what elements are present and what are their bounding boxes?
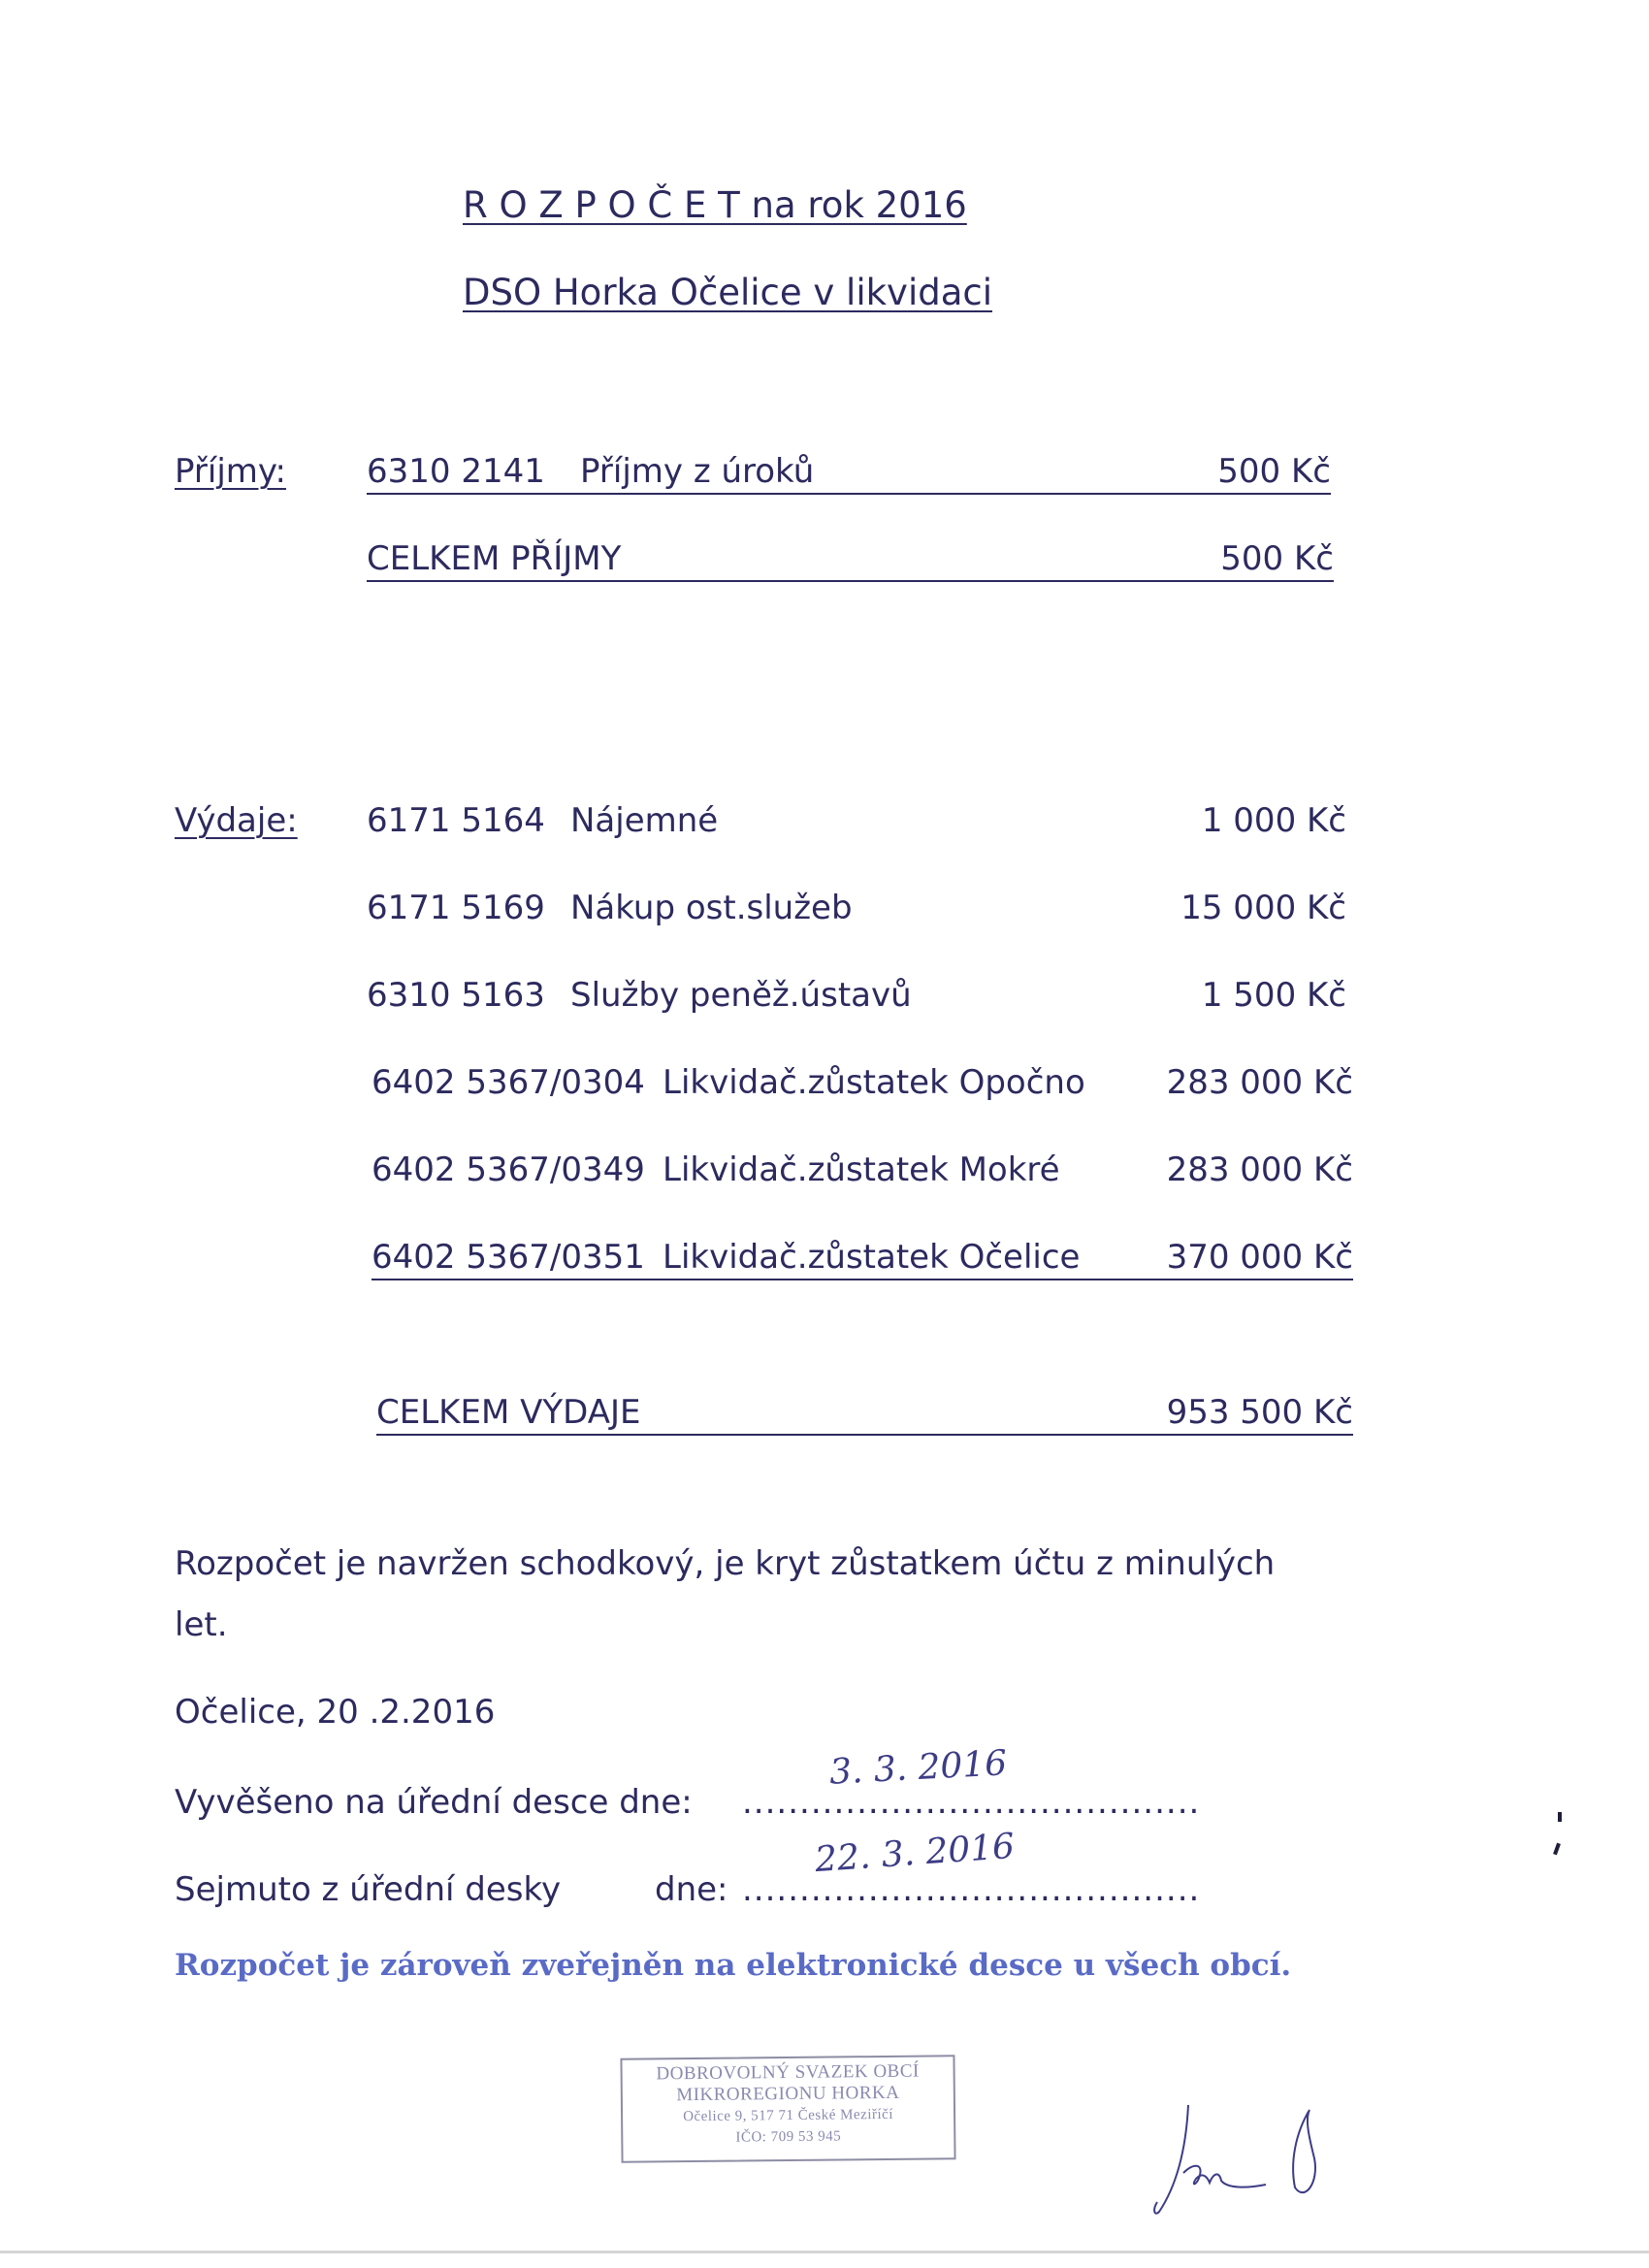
expenses-label: Výdaje: — [175, 801, 298, 840]
expense-amount: 1 500 Kč — [1201, 976, 1346, 1015]
scan-mark — [1558, 1812, 1562, 1822]
expenses-total-label: CELKEM VÝDAJE — [376, 1393, 641, 1432]
scan-mark — [1553, 1843, 1561, 1856]
expense-code: 6310 5163 — [367, 976, 545, 1015]
posted-label: Vyvěšeno na úřední desce dne: — [175, 1783, 693, 1822]
income-item-name: Příjmy z úroků — [580, 452, 815, 491]
expense-amount: 15 000 Kč — [1180, 889, 1346, 927]
page-title: R O Z P O Č E T na rok 2016 — [463, 184, 967, 226]
income-item-amount: 500 Kč — [1217, 452, 1331, 491]
posted-date-handwritten: 3. 3. 2016 — [828, 1743, 1009, 1793]
expense-name: Likvidač.zůstatek Opočno — [663, 1063, 1085, 1102]
stamp-line: Očelice 9, 517 71 České Meziříčí — [683, 2106, 894, 2125]
deficit-note-line1: Rozpočet je navržen schodkový, je kryt zůstatkem účtu z minulých — [175, 1544, 1276, 1583]
removed-date-handwritten: 22. 3. 2016 — [813, 1826, 1017, 1881]
expense-name: Nákup ost.služeb — [570, 889, 853, 927]
removed-label: Sejmuto z úřední desky — [175, 1870, 562, 1909]
expenses-total-amount: 953 500 Kč — [1166, 1393, 1353, 1432]
removed-dots: ........................................ — [742, 1870, 1201, 1909]
income-item-rule — [367, 493, 1331, 495]
expense-name: Služby peněž.ústavů — [570, 976, 912, 1015]
removed-dne: dne: — [655, 1870, 728, 1909]
income-total-amount: 500 Kč — [1220, 539, 1334, 578]
expense-code: 6171 5164 — [367, 801, 545, 840]
expenses-total-rule — [376, 1434, 1353, 1436]
deficit-note-line2: let. — [175, 1605, 228, 1644]
expense-amount: 370 000 Kč — [1166, 1238, 1353, 1277]
expense-amount: 283 000 Kč — [1166, 1150, 1353, 1189]
expense-name: Nájemné — [570, 801, 719, 840]
page-subtitle: DSO Horka Očelice v likvidaci — [463, 272, 993, 313]
signature — [1149, 2095, 1343, 2221]
place-date: Očelice, 20 .2.2016 — [175, 1693, 496, 1732]
expense-code: 6402 5367/0351 — [372, 1238, 645, 1277]
posted-dots: ........................................ — [742, 1783, 1201, 1822]
expense-amount: 1 000 Kč — [1201, 801, 1346, 840]
stamp-line: DOBROVOLNÝ SVAZEK OBCÍ — [656, 2060, 920, 2085]
stamp-line: MIKROREGIONU HORKA — [676, 2082, 900, 2106]
expense-name: Likvidač.zůstatek Mokré — [663, 1150, 1060, 1189]
expense-last-rule — [372, 1279, 1353, 1280]
income-total-label: CELKEM PŘÍJMY — [367, 539, 622, 578]
income-label: Příjmy: — [175, 452, 286, 491]
stamp-line: IČO: 709 53 945 — [735, 2128, 842, 2146]
expense-amount: 283 000 Kč — [1166, 1063, 1353, 1102]
expense-code: 6171 5169 — [367, 889, 545, 927]
expense-code: 6402 5367/0304 — [372, 1063, 645, 1102]
official-stamp — [620, 2055, 955, 2163]
income-item-code: 6310 2141 — [367, 452, 545, 491]
income-total-rule — [367, 580, 1334, 582]
scan-edge-line — [0, 2251, 1649, 2253]
expense-name: Likvidač.zůstatek Očelice — [663, 1238, 1081, 1277]
electronic-note: Rozpočet je zároveň zveřejněn na elektronické desce u všech obcí. — [175, 1948, 1292, 1983]
expense-code: 6402 5367/0349 — [372, 1150, 645, 1189]
